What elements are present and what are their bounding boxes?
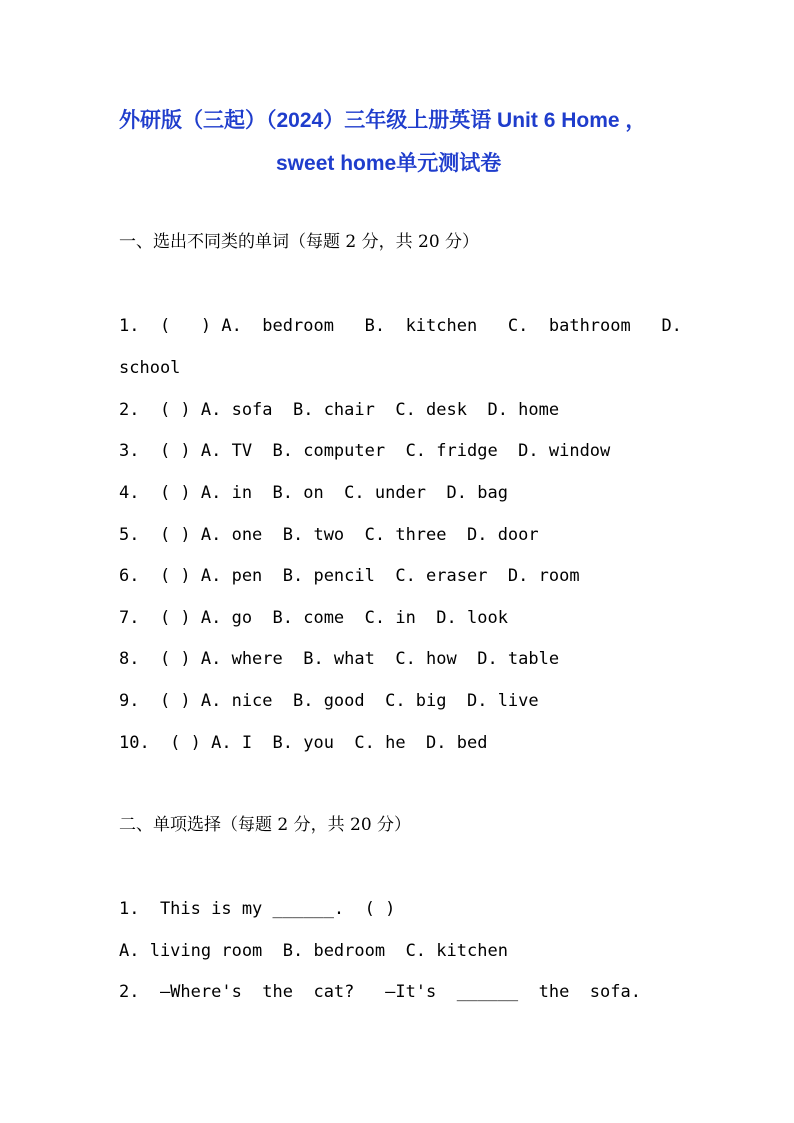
question-line: 4. ( ) A. in B. on C. under D. bag: [119, 483, 508, 503]
question-line: 2. ( ) A. sofa B. chair C. desk D. home: [119, 400, 560, 420]
question-line: A. living room B. bedroom C. kitchen: [119, 941, 508, 961]
question-line: school: [119, 358, 181, 378]
section-1-heading: 一、选出不同类的单词（每题 2 分，共 20 分）: [119, 232, 480, 252]
document-title-line-1: 外研版（三起）（2024）三年级上册英语 Unit 6 Home ，: [119, 109, 647, 132]
question-line: 8. ( ) A. where B. what C. how D. table: [119, 649, 560, 669]
question-line: 7. ( ) A. go B. come C. in D. look: [119, 608, 508, 628]
question-line: 10. ( ) A. I B. you C. he D. bed: [119, 733, 488, 753]
question-line: 1. ( ) A. bedroom B. kitchen C. bathroom D.: [119, 316, 682, 336]
question-line: 1. This is my ______. ( ): [119, 899, 396, 919]
question-line: 5. ( ) A. one B. two C. three D. door: [119, 525, 539, 545]
document-title-line-2: sweet home单元测试卷: [276, 152, 502, 175]
question-line: 6. ( ) A. pen B. pencil C. eraser D. room: [119, 566, 580, 586]
question-line: 2. —Where's the cat? —It's ______ the sofa.: [119, 982, 641, 1002]
section-2-heading: 二、单项选择（每题 2 分，共 20 分）: [119, 815, 412, 835]
question-line: 9. ( ) A. nice B. good C. big D. live: [119, 691, 539, 711]
question-line: 3. ( ) A. TV B. computer C. fridge D. window: [119, 441, 611, 461]
